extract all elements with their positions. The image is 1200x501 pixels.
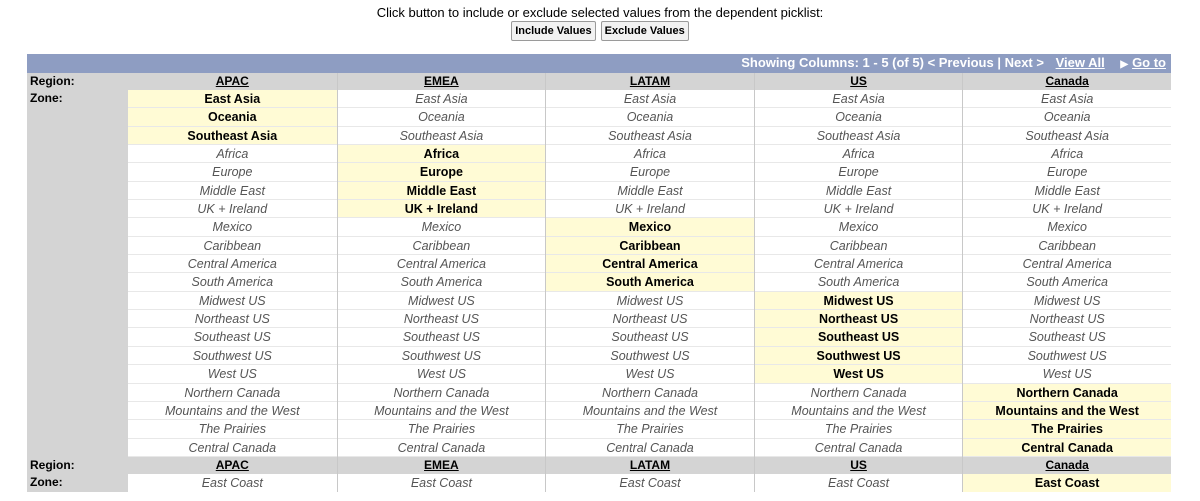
zone-cell[interactable]: West US [128,365,337,383]
picklist-grid [128,73,1171,457]
zone-cell[interactable]: Middle East [755,182,963,200]
zone-cell[interactable]: Central America [755,255,963,273]
zone-cell[interactable]: Middle East [338,182,546,200]
zone-cell[interactable]: Northeast US [338,310,546,328]
zone-cell[interactable]: Southeast Asia [755,127,963,145]
region-header-bottom [546,457,754,474]
zone-cell[interactable]: Northeast US [755,310,963,328]
showing-columns-text: Showing Columns: 1 - 5 (of 5) [741,55,924,70]
pager-info [741,55,1166,70]
zone-cell-east-coast[interactable]: East Coast [828,476,890,490]
zone-cell[interactable]: Mountains and the West [755,402,963,420]
zone-cell[interactable]: Mountains and the West [128,402,337,420]
region-header-link[interactable]: US [850,458,867,472]
zone-cell[interactable]: Southwest US [963,347,1171,365]
zone-cell[interactable]: UK + Ireland [546,200,754,218]
zone-cell[interactable]: Mexico [546,218,754,236]
play-arrow-icon: ▶ [1120,59,1129,70]
zone-cell[interactable]: Southeast US [755,328,963,346]
zone-cell[interactable]: Northeast US [546,310,754,328]
row-label-column [27,73,128,492]
zone-cell[interactable]: Europe [546,163,754,181]
region-column-bottom-latam [545,457,754,492]
region-column-bottom-apac [128,457,337,492]
zone-cell[interactable]: UK + Ireland [755,200,963,218]
zone-cell[interactable]: UK + Ireland [128,200,337,218]
zone-cell[interactable]: Southeast US [546,328,754,346]
zone-cell[interactable]: Southeast Asia [128,127,337,145]
zone-cell[interactable]: East Asia [128,90,337,108]
zone-cell[interactable]: Central Canada [546,439,754,457]
zone-cell[interactable]: Northern Canada [755,384,963,402]
zone-cell[interactable]: West US [963,365,1171,383]
zone-cell[interactable]: Europe [755,163,963,181]
zone-cell[interactable]: Africa [338,145,546,163]
region-column-latam [545,73,754,457]
zone-cell[interactable]: Midwest US [546,292,754,310]
zone-cell[interactable]: Central America [128,255,337,273]
next-link[interactable]: Next > [1004,55,1044,70]
region-header-link[interactable]: APAC [215,458,249,472]
region-header-link[interactable]: LATAM [629,458,671,472]
zone-cell[interactable]: Mountains and the West [338,402,546,420]
zone-cell[interactable]: South America [546,273,754,291]
zone-cell[interactable]: Southwest US [128,347,337,365]
region-label-bottom: Region: [30,458,75,472]
zone-cell[interactable]: Northeast US [128,310,337,328]
zone-cell[interactable]: West US [755,365,963,383]
zone-cell[interactable]: UK + Ireland [963,200,1171,218]
zone-cell[interactable]: Caribbean [963,237,1171,255]
zone-cell[interactable]: UK + Ireland [338,200,546,218]
zone-cell[interactable]: Central Canada [755,439,963,457]
zone-cell[interactable]: Central Canada [128,439,337,457]
region-column-bottom-us [754,457,963,492]
zone-cell[interactable]: Caribbean [546,237,754,255]
view-all-link[interactable]: View All [1055,55,1105,70]
zone-cell[interactable]: Oceania [963,108,1171,126]
button-row [0,21,1200,41]
zone-cell[interactable]: Middle East [963,182,1171,200]
zone-cell-east-coast[interactable]: East Coast [410,476,472,490]
zone-cell[interactable]: The Prairies [963,420,1171,438]
zone-cell[interactable]: South America [963,273,1171,291]
zone-cell[interactable]: Mexico [755,218,963,236]
zone-cell[interactable]: Central America [963,255,1171,273]
instruction-text: Click button to include or exclude selected values from the dependent picklist: [376,5,824,20]
zone-cell[interactable]: Middle East [546,182,754,200]
previous-link[interactable]: < Previous [927,55,994,70]
zone-cell[interactable]: Northern Canada [128,384,337,402]
zone-cell[interactable]: Oceania [755,108,963,126]
zone-cell[interactable]: The Prairies [128,420,337,438]
zone-cell[interactable]: South America [128,273,337,291]
region-header-link[interactable]: Canada [1045,74,1089,88]
zone-cell[interactable]: South America [338,273,546,291]
region-label: Region: [30,74,75,88]
zone-cell[interactable]: Mexico [963,218,1171,236]
zone-cell[interactable]: Northern Canada [338,384,546,402]
region-column-bottom-canada [962,457,1171,492]
zone-cell[interactable]: Middle East [128,182,337,200]
zone-cell[interactable]: Southeast US [338,328,546,346]
zone-cell[interactable]: Mexico [128,218,337,236]
region-header-link[interactable]: Canada [1045,458,1089,472]
zone-cell[interactable]: Caribbean [128,237,337,255]
zone-cell[interactable]: Northern Canada [963,384,1171,402]
region-header-bottom [755,457,963,474]
zone-cell[interactable]: Europe [338,163,546,181]
zone-cell[interactable]: Europe [963,163,1171,181]
zone-cell[interactable]: Caribbean [338,237,546,255]
zone-cell[interactable]: East Asia [338,90,546,108]
include-values-button[interactable]: Include Values [511,21,595,41]
zone-cell[interactable]: Southeast Asia [338,127,546,145]
region-header-link[interactable]: EMEA [424,74,459,88]
zone-cell[interactable]: Oceania [128,108,337,126]
zone-cell[interactable]: Central America [338,255,546,273]
zone-cell[interactable]: Southeast Asia [546,127,754,145]
region-header-link[interactable]: EMEA [424,458,459,472]
zone-cell[interactable]: Oceania [546,108,754,126]
pager-bar [27,54,1171,73]
region-header-bottom [128,457,337,474]
zone-cell[interactable]: East Asia [963,90,1171,108]
zone-cell[interactable]: Mountains and the West [963,402,1171,420]
pager-separator: | [997,55,1001,70]
zone-cell[interactable]: Midwest US [338,292,546,310]
zone-cell[interactable]: Africa [755,145,963,163]
exclude-values-button[interactable]: Exclude Values [601,21,689,41]
region-column-bottom-emea [337,457,546,492]
zone-cell[interactable]: The Prairies [755,420,963,438]
region-header [963,73,1171,90]
region-header [128,73,337,90]
region-header [755,73,963,90]
region-column-canada [962,73,1171,457]
region-header-link[interactable]: APAC [215,74,249,88]
region-column-us [754,73,963,457]
zone-cell[interactable]: Caribbean [755,237,963,255]
zone-cell[interactable]: Oceania [338,108,546,126]
zone-cell[interactable]: Northern Canada [546,384,754,402]
zone-cell[interactable]: The Prairies [546,420,754,438]
zone-label-bottom: Zone: [30,475,63,489]
region-header-bottom [338,457,546,474]
zone-cell[interactable]: Africa [963,145,1171,163]
zone-cell[interactable]: Southeast US [963,328,1171,346]
picklist-grid-repeat [128,457,1171,492]
region-header [546,73,754,90]
zone-cell[interactable]: Africa [128,145,337,163]
zone-cell[interactable]: South America [755,273,963,291]
region-header-bottom [963,457,1171,474]
zone-cell[interactable]: Mountains and the West [546,402,754,420]
zone-cell[interactable]: Central Canada [338,439,546,457]
zone-cell[interactable]: Europe [128,163,337,181]
zone-cell[interactable]: Central America [546,255,754,273]
zone-cell[interactable]: Midwest US [128,292,337,310]
zone-cell[interactable]: East Asia [546,90,754,108]
zone-label: Zone: [30,91,63,105]
zone-cell[interactable]: Northeast US [963,310,1171,328]
zone-cell[interactable]: Southeast US [128,328,337,346]
zone-cell[interactable]: Africa [546,145,754,163]
region-header [338,73,546,90]
region-column-emea [337,73,546,457]
region-column-apac [128,73,337,457]
zone-cell[interactable]: Midwest US [755,292,963,310]
zone-cell[interactable]: Midwest US [963,292,1171,310]
zone-cell[interactable]: Central Canada [963,439,1171,457]
zone-cell[interactable]: Southeast Asia [963,127,1171,145]
zone-cell[interactable]: The Prairies [338,420,546,438]
zone-cell[interactable]: Southwest US [546,347,754,365]
region-header-link[interactable]: LATAM [629,74,671,88]
zone-cell-east-coast[interactable]: East Coast [619,476,681,490]
zone-cell-east-coast[interactable]: East Coast [963,474,1171,492]
zone-cell-east-coast[interactable]: East Coast [201,476,263,490]
zone-cell[interactable]: East Asia [755,90,963,108]
zone-cell[interactable]: West US [338,365,546,383]
go-to-link[interactable]: Go to [1132,55,1166,70]
region-header-link[interactable]: US [850,74,867,88]
zone-cell[interactable]: West US [546,365,754,383]
zone-cell[interactable]: Southwest US [338,347,546,365]
zone-cell[interactable]: Mexico [338,218,546,236]
zone-cell[interactable]: Southwest US [755,347,963,365]
